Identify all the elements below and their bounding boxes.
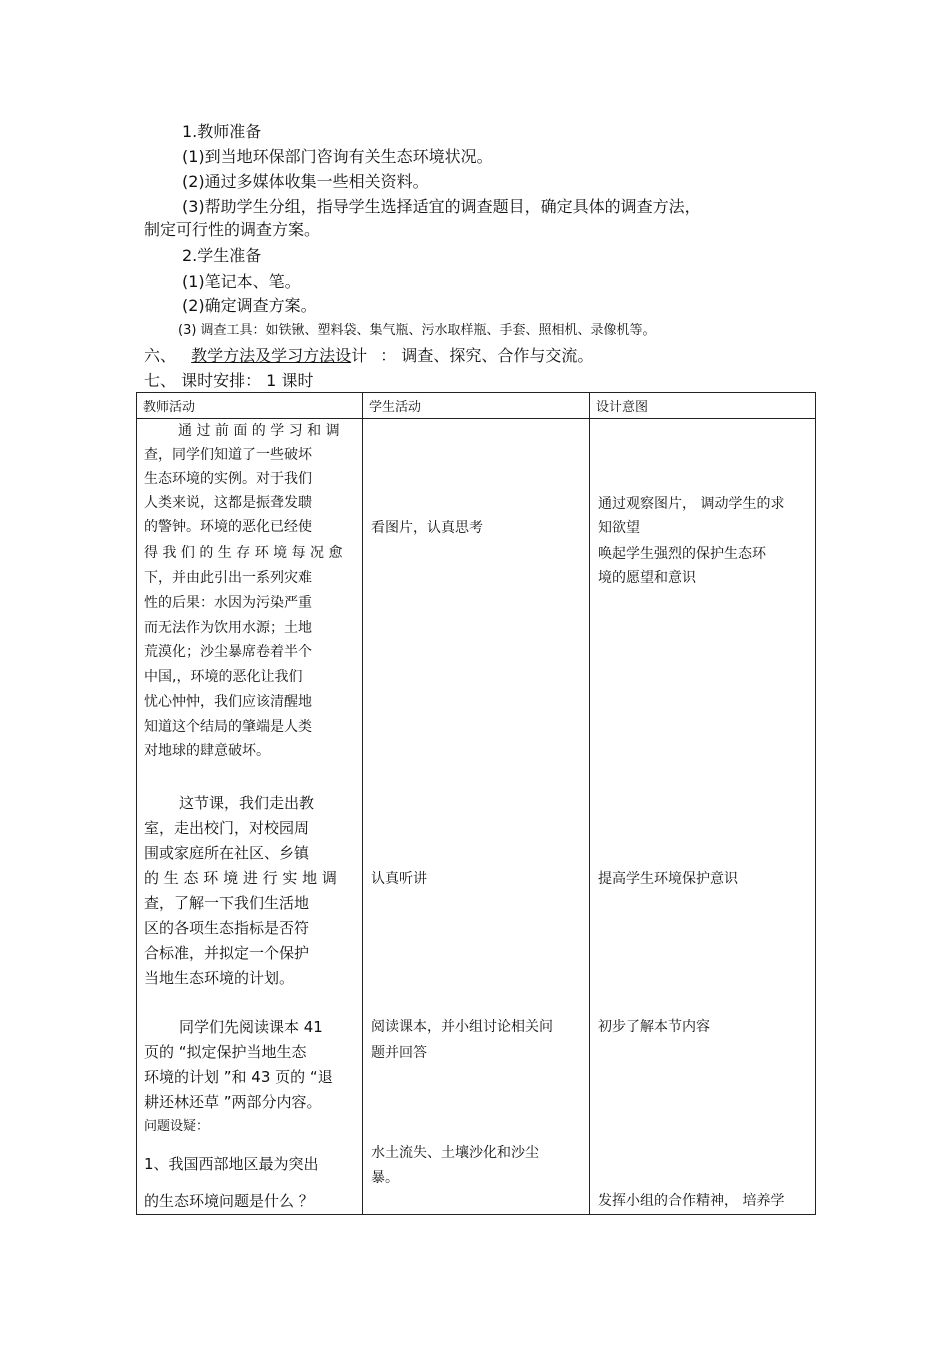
table-row bbox=[137, 419, 816, 1215]
teacher-line: 1、我国西部地区最为突出 bbox=[144, 1155, 319, 1173]
teacher-line: 而无法作为饮用水源；土地 bbox=[144, 620, 312, 636]
header-design-intent: 设计意图 bbox=[590, 393, 816, 419]
intent-line: 发挥小组的合作精神， 培养学 bbox=[598, 1193, 785, 1209]
header-student-activity: 学生活动 bbox=[363, 393, 590, 419]
section-seven: 七、 课时安排： 1 课时 bbox=[144, 371, 314, 390]
student-prep-item: (2)确定调查方案。 bbox=[182, 296, 317, 315]
intent-line: 唤起学生强烈的保护生态环 bbox=[598, 546, 766, 562]
teacher-line: 中国,，环境的恶化让我们 bbox=[144, 669, 303, 685]
teacher-line: 得 我 们 的 生 存 环 境 每 况 愈 bbox=[144, 545, 343, 561]
teacher-line: 查，同学们知道了一些破坏 bbox=[144, 447, 312, 463]
intent-line: 通过观察图片， 调动学生的求 bbox=[598, 496, 785, 512]
teacher-line: 下，并由此引出一系列灾难 bbox=[144, 570, 312, 586]
teacher-prep-item: 制定可行性的调查方案。 bbox=[144, 220, 321, 239]
teacher-line: 的 生 态 环 境 进 行 实 地 调 bbox=[144, 869, 337, 887]
header-teacher-activity: 教师活动 bbox=[137, 393, 363, 419]
student-line: 阅读课本，并小组讨论相关问 bbox=[371, 1019, 553, 1035]
section-six-content: ： 调查、探究、合作与交流。 bbox=[380, 346, 594, 365]
design-intent-cell bbox=[590, 419, 816, 1215]
student-prep-item: (1)笔记本、笔。 bbox=[182, 272, 301, 291]
teacher-line: 耕还林还草 ”两部分内容。 bbox=[144, 1093, 322, 1111]
section-six bbox=[144, 346, 593, 366]
teacher-prep-item: (1)到当地环保部门咨询有关生态环境状况。 bbox=[182, 147, 493, 166]
teacher-line: 通 过 前 面 的 学 习 和 调 bbox=[178, 423, 340, 439]
teacher-line: 性的后果：水因为污染严重 bbox=[144, 595, 312, 611]
teacher-line: 区的各项生态指标是否符 bbox=[144, 919, 310, 937]
intent-line: 提高学生环境保护意识 bbox=[598, 871, 738, 887]
teacher-line: 人类来说，这都是振聋发聩 bbox=[144, 495, 312, 511]
teacher-line: 知道这个结局的肇端是人类 bbox=[144, 719, 312, 735]
teacher-line: 围或家庭所在社区、乡镇 bbox=[144, 844, 310, 862]
teacher-line: 合标准，并拟定一个保护 bbox=[144, 944, 310, 962]
teacher-line: 查，了解一下我们生活地 bbox=[144, 894, 310, 912]
teacher-line: 荒漠化；沙尘暴席卷着半个 bbox=[144, 644, 312, 660]
teacher-line: 生态环境的实例。对于我们 bbox=[144, 471, 312, 487]
teacher-line: 的生态环境问题是什么 ？ bbox=[144, 1192, 314, 1210]
teacher-line: 室，走出校门，对校园周 bbox=[144, 819, 310, 837]
teacher-line: 同学们先阅读课本 41 bbox=[179, 1018, 323, 1036]
teacher-line: 环境的计划 ”和 43 页的 “退 bbox=[144, 1068, 333, 1086]
intent-line: 知欲望 bbox=[598, 520, 640, 536]
section-six-number: 六、 bbox=[144, 346, 177, 365]
section-six-title: 教学方法及学习方法设 bbox=[191, 346, 352, 365]
intent-line: 境的愿望和意识 bbox=[598, 570, 696, 586]
student-activity-cell bbox=[363, 419, 590, 1215]
teacher-line: 的警钟。环境的恶化已经使 bbox=[144, 519, 312, 535]
teacher-prep-item: (3)帮助学生分组，指导学生选择适宜的调查题目，确定具体的调查方法， bbox=[182, 197, 701, 216]
student-line: 看图片，认真思考 bbox=[371, 520, 483, 536]
student-line: 水土流失、土壤沙化和沙尘 bbox=[371, 1145, 539, 1161]
teacher-line: 这节课，我们走出教 bbox=[179, 794, 315, 812]
teacher-line: 当地生态环境的计划。 bbox=[144, 969, 295, 987]
teacher-line: 忧心忡忡，我们应该清醒地 bbox=[144, 694, 312, 710]
lesson-table bbox=[136, 392, 816, 1215]
teacher-line: 页的 “拟定保护当地生态 bbox=[144, 1043, 307, 1061]
student-line: 暴。 bbox=[371, 1170, 399, 1186]
teacher-line: 对地球的肆意破坏。 bbox=[144, 743, 270, 759]
student-prep-heading: 2.学生准备 bbox=[182, 246, 262, 265]
student-line: 认真听讲 bbox=[371, 871, 427, 887]
table-header-row bbox=[137, 393, 816, 419]
teacher-prep-item: (2)通过多媒体收集一些相关资料。 bbox=[182, 172, 429, 191]
teacher-line: 问题设疑： bbox=[144, 1119, 210, 1134]
intent-line: 初步了解本节内容 bbox=[598, 1019, 710, 1035]
student-line: 题并回答 bbox=[371, 1045, 427, 1061]
teacher-prep-heading: 1.教师准备 bbox=[182, 122, 262, 141]
student-prep-item: (3) 调查工具：如铁锹、塑料袋、集气瓶、污水取样瓶、手套、照相机、录像机等。 bbox=[178, 323, 656, 338]
teacher-activity-cell bbox=[137, 419, 363, 1215]
section-six-title-rest: 计 bbox=[351, 346, 368, 365]
